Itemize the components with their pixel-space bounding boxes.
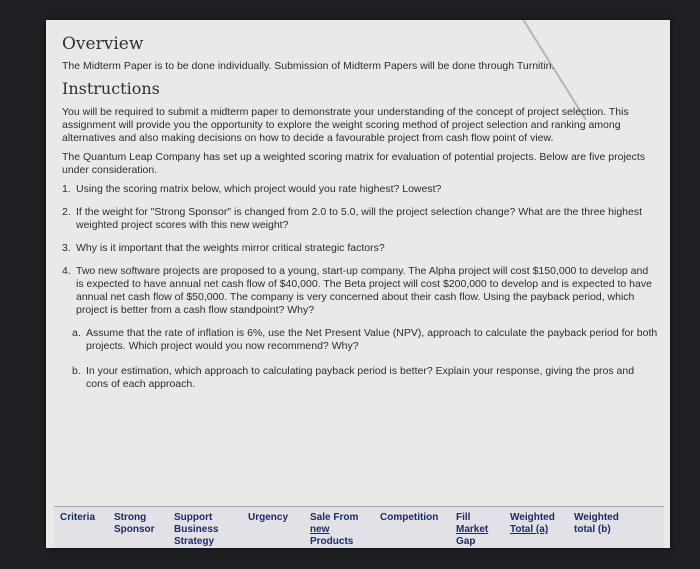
- matrix-header-criteria: [60, 512, 95, 524]
- header-line: Strategy: [174, 536, 215, 547]
- header-line: Sponsor: [114, 524, 155, 535]
- subquestion-letter: b.: [72, 365, 81, 377]
- question-number: 3.: [62, 242, 71, 254]
- question-3: [62, 242, 658, 255]
- matrix-header-weighted-total-a: [510, 512, 555, 536]
- question-text: Using the scoring matrix below, which project would you rate highest? Lowest?: [76, 183, 442, 195]
- question-2: [62, 206, 658, 232]
- overview-text: The Midterm Paper is to be done individually. Submission of Midterm Papers will be done through Turnitin.: [62, 60, 555, 72]
- question-number: 4.: [62, 265, 71, 277]
- question-list: [62, 183, 658, 391]
- matrix-header-sale-from-new-products: [310, 512, 358, 548]
- header-line: total (b): [574, 524, 611, 535]
- header-line: Products: [310, 536, 354, 547]
- instructions-paragraph-1: You will be required to submit a midterm paper to demonstrate your understanding of the concept of project selection. This assignment will provide you the opportunity to explore the weight scoring method of project selection and ranking among alternatives and also making decisions on how to decide a favourable project from cash flow point of view.: [62, 106, 629, 144]
- header-line: Competition: [380, 512, 439, 523]
- instructions-heading: Instructions: [62, 79, 160, 98]
- scoring-matrix-header: [54, 506, 664, 548]
- question-text: Two new software projects are proposed to a young, start-up company. The Alpha project will cost $150,000 to develop and is expected to have annual net cash flow of $40,000. The Beta project will cost $200,000 to develop and is expected to have annual net cash flow of $50,000. The company is very concerned about their cash flow. Using the payback period, which project is better from a cash flow standpoint? Why?: [76, 265, 652, 316]
- header-line: Business: [174, 524, 219, 535]
- header-line: Support: [174, 512, 213, 523]
- matrix-header-strong-sponsor: [114, 512, 155, 536]
- subquestion-b: [72, 365, 658, 391]
- header-line: Weighted: [510, 512, 555, 523]
- subquestion-letter: a.: [72, 327, 81, 339]
- header-line: Weighted: [574, 512, 619, 523]
- matrix-header-fill-market-gap: [456, 512, 488, 548]
- question-number: 2.: [62, 206, 71, 218]
- header-line: Criteria: [60, 512, 96, 523]
- question-text: If the weight for "Strong Sponsor" is changed from 2.0 to 5.0, will the project selection change? What are the three highest weighted project scores with this new weight?: [76, 206, 643, 231]
- header-line: Total (a): [510, 524, 549, 535]
- subquestion-text: In your estimation, which approach to calculating payback period is better? Explain your response, giving the pros and cons of each approach.: [86, 365, 635, 390]
- question-1: [62, 183, 658, 196]
- document-page: [46, 20, 670, 548]
- question-number: 1.: [62, 183, 71, 195]
- matrix-header-support-business-strategy: [174, 512, 218, 548]
- subquestion-a: [72, 327, 658, 353]
- matrix-header-urgency: [248, 512, 288, 524]
- header-line: new: [310, 524, 330, 535]
- question-text: Why is it important that the weights mirror critical strategic factors?: [76, 242, 385, 254]
- header-line: Market: [456, 524, 489, 535]
- overview-heading: Overview: [62, 34, 144, 54]
- question-4: [62, 265, 658, 317]
- header-line: Fill: [456, 512, 471, 523]
- header-line: Sale From: [310, 512, 359, 523]
- header-line: Strong: [114, 512, 147, 523]
- subquestion-text: Assume that the rate of inflation is 6%, use the Net Present Value (NPV), approach to calculate the payback period for both projects. Which project would you now recommend? Why?: [86, 327, 658, 352]
- matrix-header-weighted-total-b: [574, 512, 619, 536]
- header-line: Urgency: [248, 512, 289, 523]
- document-content: [62, 34, 658, 403]
- header-line: Gap: [456, 536, 476, 547]
- instructions-paragraph-2: The Quantum Leap Company has set up a weighted scoring matrix for evaluation of potential projects. Below are five projects under consideration.: [62, 151, 646, 176]
- matrix-header-competition: [380, 512, 438, 524]
